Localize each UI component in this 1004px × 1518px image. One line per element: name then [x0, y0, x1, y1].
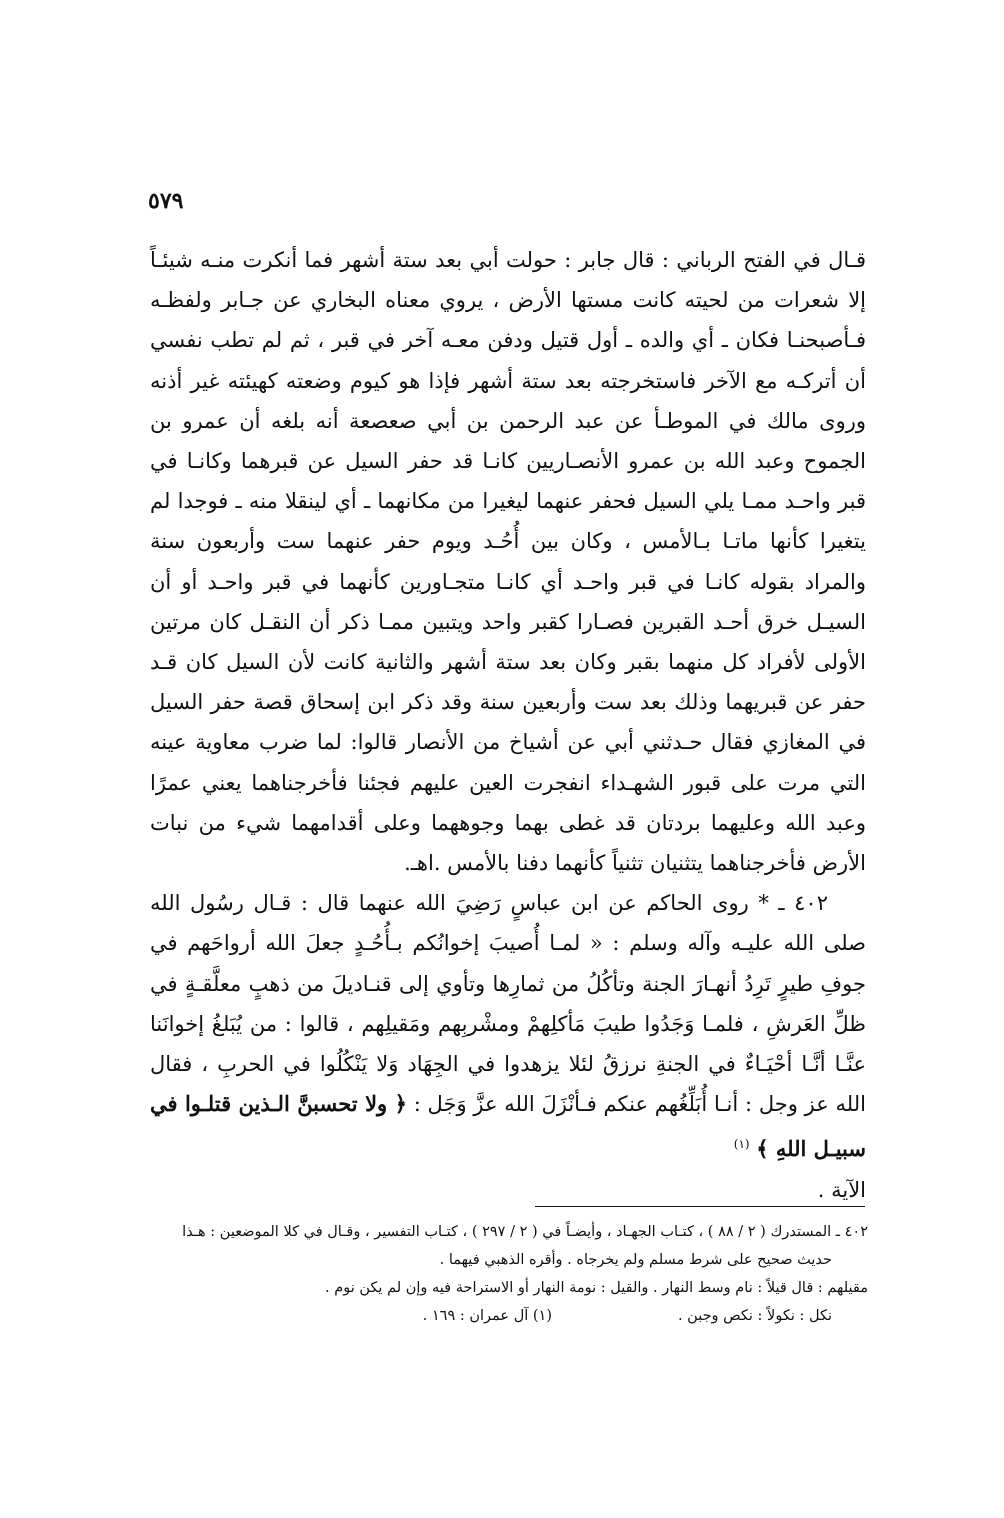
footnote-1-al-imran: (١) آل عمران : ١٦٩ .	[422, 1308, 552, 1324]
hadith-402	[150, 883, 866, 1210]
footnote-ref-mark: (١)	[733, 1137, 750, 1152]
footnote-402-grading: حديث صحيح على شرط مسلم ولم يخرجاه . وأقره الذهبي فيهما .	[439, 1252, 832, 1268]
hadith-ending: الآية .	[817, 1177, 866, 1202]
footnote-maqil: مقيلهم : قال قيلاً : نام وسط النهار . والقيل : نومة النهار أو الاستراحة فيه وإن لم يكن نوم .	[325, 1280, 868, 1296]
hadith-text: ٤٠٢ ـ * روى الحاكم عن ابن عباسٍ رَضِيَ الله عنهما قال : قـال رسُول الله صلى الله عليـه وآله وسلم : « لمـا أُصيبَ إخوانُكم بـأُحُـدٍ جعلَ الله أرواحَهم في جوفِ طيرٍ تَرِدُ أنهـارَ الجنة وتأكُلُ من ثمارِها وتأوي إلى قنـاديلَ من ذهبٍ معلَّقـةٍ في ظلِّ العَرشِ ، فلمـا وَجَدُوا طيبَ مَأكلِهمْ ومشْربِهم ومَقيلِهم ، قالوا : من يُبَلغُ إخوانَنا عنَّـا أنَّـا أحْيَـاءٌ في الجنةِ نرزقُ لئلا يزهدوا في الجِهَاد وَلا يَنْكُلُوا في الحربِ ، فقال الله عز وجل : أنـا أُبَلِّغُهم عنكم فـأنْزَلَ الله عزَّ وَجَل :	[150, 891, 866, 1117]
footnote-402-source: ٤٠٢ ـ المستدرك ( ٢ / ٨٨ ) ، كتـاب الجهـاد ، وأيضـاً في ( ٢ / ٢٩٧ ) ، كتـاب التفسير ، وقـال في كلا الموضعين : هـذا	[182, 1224, 868, 1240]
quran-quote: ﴿ ولا تحسبنَّ الـذين قتلـوا في سبيـل اللهِ ﴾	[150, 1091, 866, 1162]
main-body	[150, 240, 866, 1210]
page-number: ٥٧٩	[148, 188, 184, 214]
footnotes	[140, 1218, 868, 1330]
footnote-last-row	[140, 1302, 868, 1330]
footnote-divider	[535, 1206, 865, 1207]
paragraph-fath-rabbani: قـال في الفتح الرباني : قال جابر : حولت أبي بعد ستة أشهر فما أنكرت منـه شيئـاً إلا شعرات من لحيته كانت مستها الأرض ، يروي معناه البخاري عن جـابر ولفظـه فـأصبحنـا فكان ـ أي والده ـ أول قتيل ودفن معـه آخر في قبر ، ثم لم تطب نفسي أن أتركـه مع الآخر فاستخرجته بعد ستة أشهر فإذا هو كيوم وضعته كهيئته غير أذنه وروى مالك في الموطـأ عن عبد الرحمن بن أبي صعصعة أنه بلغه أن عمرو بن الجموح وعبد الله بن عمرو الأنصـاريين كانـا قد حفر السيل عن قبرهما وكانـا في قبر واحـد ممـا يلي السيل فحفر عنهما ليغيرا من مكانهما ـ أي لينقلا منه ـ فوجدا لم يتغيرا كأنها ماتـا بـالأمس ، وكان بين أُحُـد ويوم حفر عنهما ست وأربعون سنة والمراد بقوله كانـا في قبر واحـد أي كانـا متجـاورين كأنهما في قبر واحـد أو أن السيـل خرق أحـد القبرين فصـارا كقبر واحد ويتبين ممـا ذكر أن النقـل كان مرتين الأولى لأفراد كل منهما بقبر وكان بعد ستة أشهر والثانية كانت لأن السيل كان قـد حفر عن قبريهما وذلك بعد ست وأربعين سنة وقد ذكر ابن إسحاق قصة حفر السيل في المغازي فقال حـدثني أبي عن أشياخ من الأنصار قالوا: لما ضرب معاوية عينه التي مرت على قبور الشهـداء انفجرت العين عليهم فجئنا فأخرجناهما يعني عمرًا وعبد الله وعليهما بردتان قد غطى بهما وجوههما وعلى أقدامهما شيء من نبات الأرض فأخرجناهما يتثنيان تثنياً كأنهما دفنا بالأمس .اهـ.	[150, 248, 866, 876]
footnote-nakala: نكل : نكولاً : نكص وجبن .	[677, 1308, 832, 1324]
